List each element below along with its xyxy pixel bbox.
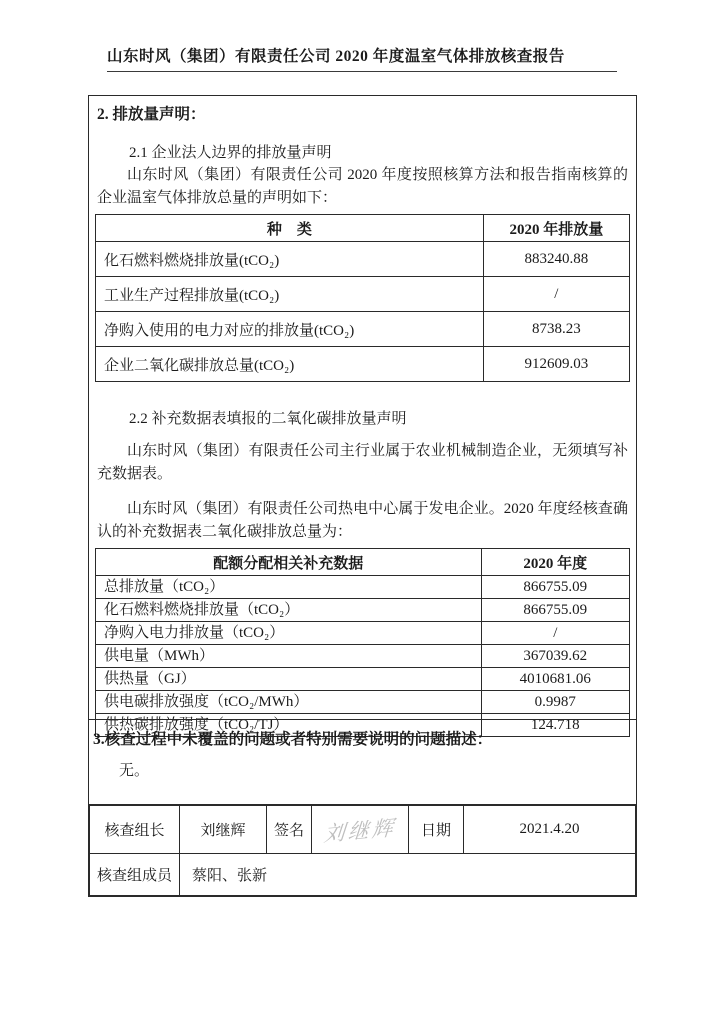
column-header-category: 种 类 [96, 215, 484, 242]
column-header-quota-data: 配额分配相关补充数据 [96, 549, 482, 576]
date-value: 2021.4.20 [464, 806, 636, 854]
table-header-row [96, 549, 630, 576]
row-label-total-emissions: 总排放量（tCO₂） [96, 576, 482, 599]
signature-row-leader [90, 806, 636, 854]
members-label: 核查组成员 [90, 854, 180, 896]
row-value-heat-supplied: 4010681.06 [481, 668, 629, 691]
section-3-heading: 3.核查过程中未覆盖的问题或者特别需要说明的问题描述： [93, 731, 493, 748]
row-label-fossil-fuel: 化石燃料燃烧排放量(tCO₂) [96, 242, 484, 277]
table-row [96, 599, 630, 622]
row-label-fossil-fuel-supp: 化石燃料燃烧排放量（tCO₂） [96, 599, 482, 622]
section-2-1-heading: 2.1 企业法人边界的排放量声明 [129, 145, 332, 161]
emissions-table [95, 214, 630, 382]
table-row [96, 645, 630, 668]
handwritten-signature: 刘继辉 [322, 815, 397, 846]
table-header-row [96, 215, 630, 242]
row-label-net-electricity: 净购入电力排放量（tCO₂） [96, 622, 482, 645]
row-value-power-supplied: 367039.62 [481, 645, 629, 668]
row-label-purchased-electricity: 净购入使用的电力对应的排放量(tCO₂) [96, 312, 484, 347]
paragraph-main-industry: 山东时风（集团）有限责任公司主行业属于农业机械制造企业，无须填写补充数据表。 [97, 443, 628, 482]
leader-label: 核查组长 [90, 806, 180, 854]
date-label: 日期 [409, 806, 464, 854]
row-value-total-co2: 912609.03 [483, 347, 629, 382]
row-label-heat-supplied: 供热量（GJ） [96, 668, 482, 691]
row-value-heat-intensity: 124.718 [481, 714, 629, 737]
table-row [96, 691, 630, 714]
row-value-net-electricity: / [481, 622, 629, 645]
paragraph-legal-boundary: 山东时风（集团）有限责任公司 2020 年度按照核算方法和报告指南核算的企业温室气体排放总量的声明如下： [97, 167, 628, 206]
table-row [96, 312, 630, 347]
row-label-heat-intensity: 供热碳排放强度（tCO₂/TJ） [96, 714, 482, 737]
table-row [96, 277, 630, 312]
table-row [96, 347, 630, 382]
column-header-year-2020: 2020 年度 [481, 549, 629, 576]
signature-table [89, 805, 636, 896]
table-row [96, 576, 630, 599]
section-2-2-heading: 2.2 补充数据表填报的二氧化碳排放量声明 [129, 411, 407, 427]
row-value-industrial-process: / [483, 277, 629, 312]
row-label-total-co2: 企业二氧化碳排放总量(tCO₂) [96, 347, 484, 382]
row-label-power-intensity: 供电碳排放强度（tCO₂/MWh） [96, 691, 482, 714]
table-row [96, 622, 630, 645]
members-value: 蔡阳、张新 [180, 854, 636, 896]
signature-block [89, 804, 636, 896]
section-2-heading: 2. 排放量声明： [97, 106, 206, 123]
signature-cell [312, 806, 409, 854]
leader-name: 刘继辉 [180, 806, 267, 854]
section-emissions-declaration [89, 96, 636, 733]
table-row [96, 242, 630, 277]
section-3-content: 无。 [119, 763, 150, 779]
paragraph-thermal-power: 山东时风（集团）有限责任公司热电中心属于发电企业。2020 年度经核查确认的补充数据表二氧化碳排放总量为： [97, 501, 628, 540]
signature-row-members [90, 854, 636, 896]
section-uncovered-issues [89, 719, 636, 804]
row-value-total-emissions: 866755.09 [481, 576, 629, 599]
running-head-title: 山东时风（集团）有限责任公司 2020 年度温室气体排放核查报告 [107, 44, 617, 72]
row-value-fossil-fuel: 883240.88 [483, 242, 629, 277]
supplementary-data-table [95, 548, 630, 737]
row-label-power-supplied: 供电量（MWh） [96, 645, 482, 668]
report-frame [88, 95, 637, 897]
sign-label: 签名 [267, 806, 312, 854]
row-label-industrial-process: 工业生产过程排放量(tCO₂) [96, 277, 484, 312]
column-header-2020-emissions: 2020 年排放量 [483, 215, 629, 242]
table-row [96, 668, 630, 691]
row-value-fossil-fuel-supp: 866755.09 [481, 599, 629, 622]
row-value-power-intensity: 0.9987 [481, 691, 629, 714]
row-value-purchased-electricity: 8738.23 [483, 312, 629, 347]
